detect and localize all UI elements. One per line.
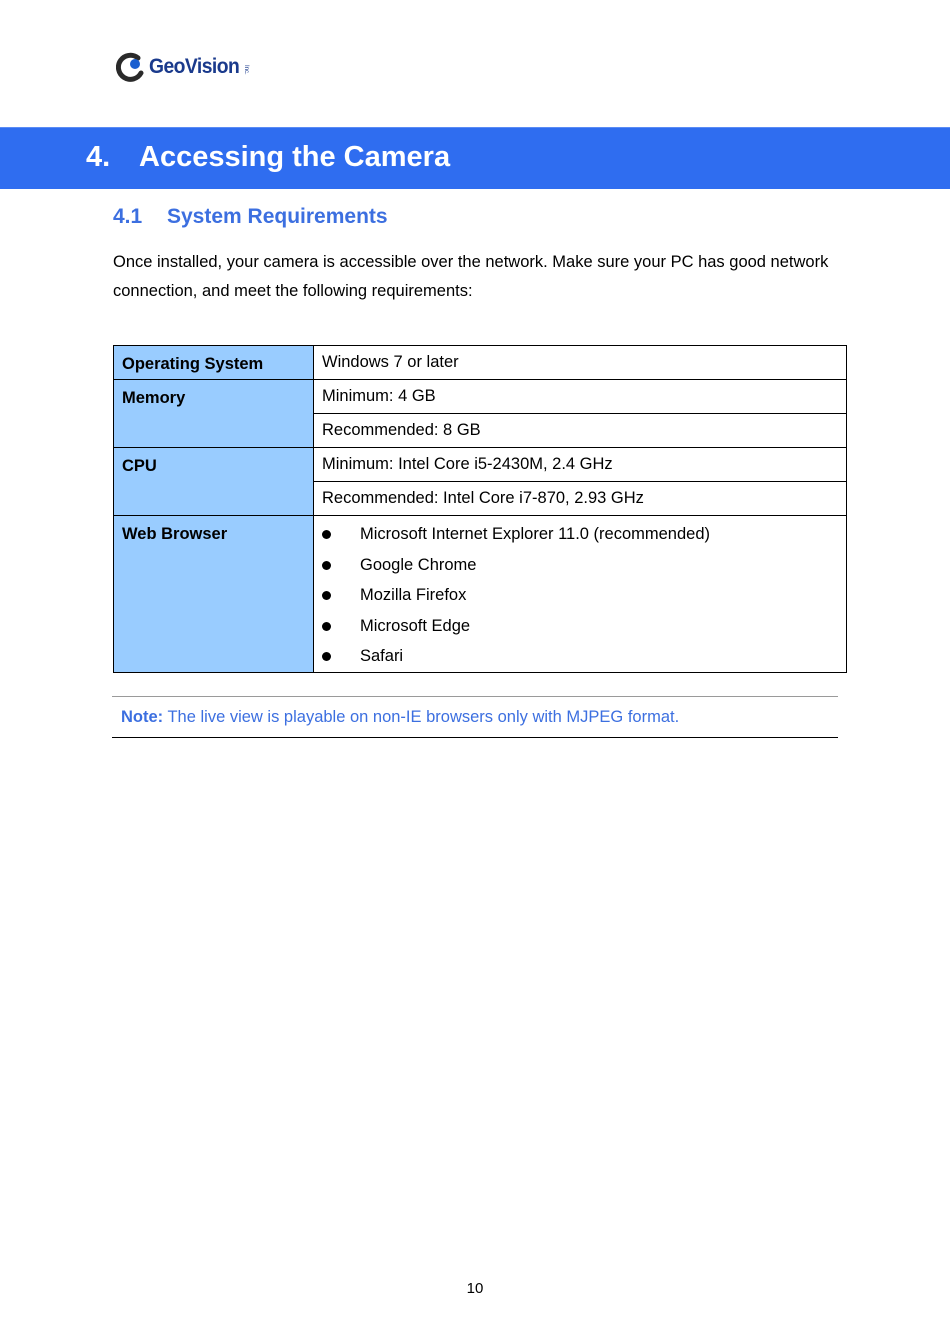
table-row-browser <box>114 516 847 673</box>
list-item <box>322 641 838 672</box>
chapter-number: 4. <box>86 141 111 173</box>
memory-recommended: Recommended: 8 GB <box>314 414 847 448</box>
browser-name: Microsoft Edge <box>360 616 471 635</box>
list-item <box>322 580 838 611</box>
bullet-icon <box>322 622 331 631</box>
table-row-cpu-min <box>114 448 847 482</box>
memory-minimum: Minimum: 4 GB <box>314 380 847 414</box>
browser-list <box>322 519 838 672</box>
cpu-minimum: Minimum: Intel Core i5-2430M, 2.4 GHz <box>314 448 847 482</box>
system-requirements-table <box>113 345 847 673</box>
cpu-recommended: Recommended: Intel Core i7-870, 2.93 GHz <box>314 482 847 516</box>
table-row-os <box>114 346 847 380</box>
cpu-label: CPU <box>114 448 314 516</box>
browser-name: Google Chrome <box>360 555 477 574</box>
section-number: 4.1 <box>113 205 143 228</box>
browser-label: Web Browser <box>114 516 314 673</box>
list-item <box>322 519 838 550</box>
note-text: The live view is playable on non-IE browsers only with MJPEG format. <box>167 708 680 726</box>
memory-label: Memory <box>114 380 314 448</box>
os-value: Windows 7 or later <box>314 346 847 380</box>
geovision-logo-icon <box>116 52 146 82</box>
logo-wordmark: GeoVision <box>149 55 240 78</box>
bullet-icon <box>322 561 331 570</box>
browser-name: Mozilla Firefox <box>360 586 467 604</box>
note-box <box>112 696 838 738</box>
bullet-icon <box>322 530 331 539</box>
page-number: 10 <box>466 1280 484 1297</box>
list-item <box>322 611 838 642</box>
table-row-memory-min <box>114 380 847 414</box>
list-item <box>322 550 838 581</box>
chapter-title <box>86 141 450 174</box>
bullet-icon <box>322 652 331 661</box>
section-title-text: System Requirements <box>167 205 388 228</box>
note-label: Note: <box>121 708 164 726</box>
bullet-icon <box>322 591 331 600</box>
browser-value <box>314 516 847 673</box>
geovision-logo <box>116 50 249 84</box>
section-title <box>113 205 388 229</box>
chapter-title-text: Accessing the Camera <box>139 141 451 173</box>
intro-paragraph: Once installed, your camera is accessible over the network. Make sure your PC has good network connection, and meet the following requirements: <box>113 253 829 300</box>
browser-name: Safari <box>360 647 404 665</box>
os-label: Operating System <box>114 346 314 380</box>
logo-suffix: Inc. <box>243 65 250 75</box>
browser-name: Microsoft Internet Explorer 11.0 (recommended) <box>360 525 711 543</box>
